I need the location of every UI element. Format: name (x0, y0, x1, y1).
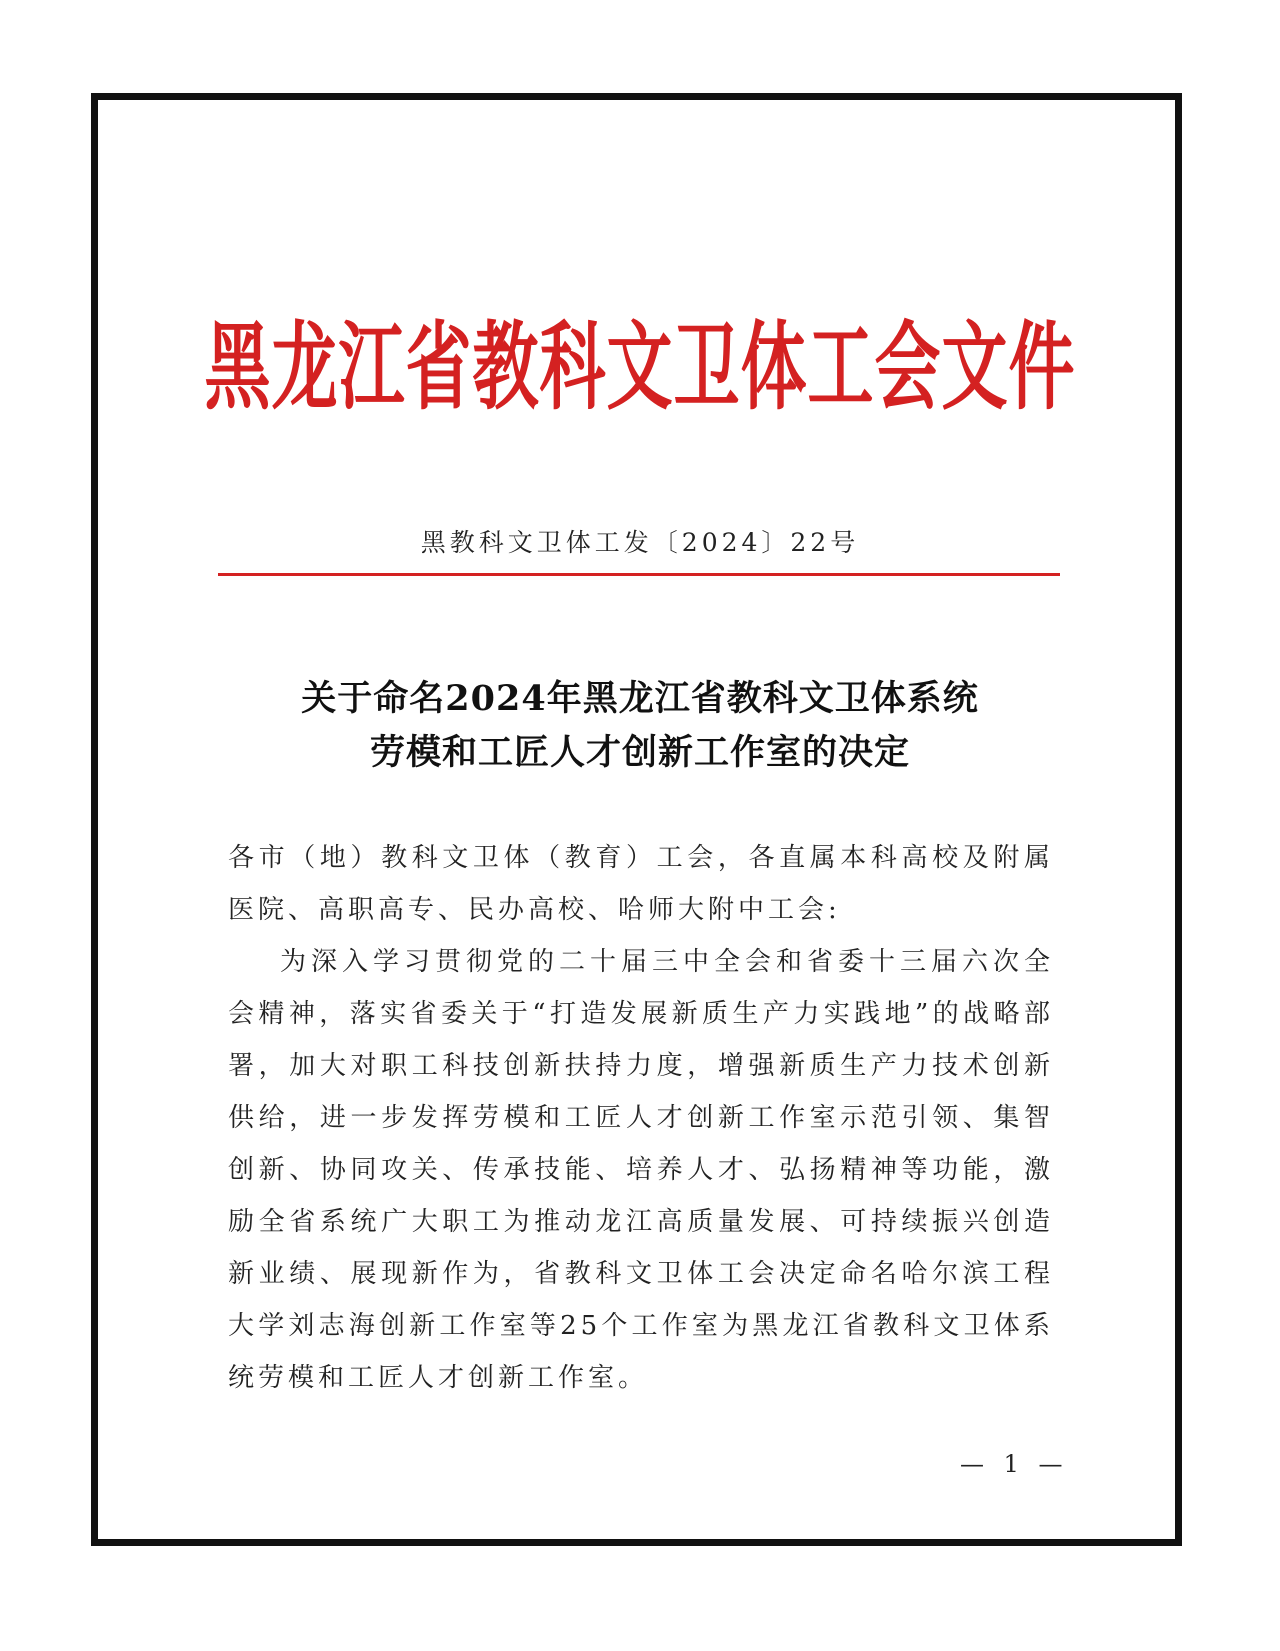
title-line-2: 劳模和工匠人才创新工作室的决定 (369, 732, 910, 773)
title-line-1: 关于命名2024年黑龙江省教科文卫体系统 (301, 678, 979, 719)
red-divider (218, 573, 1060, 576)
document-header: 黑龙江省教科文卫体工会文件 (204, 310, 1076, 424)
document-title (0, 672, 1280, 780)
salutation: 各市（地）教科文卫体（教育）工会，各直属本科高校及附属医院、高职高专、民办高校、哈师大附中工会: (228, 843, 1054, 925)
page-number: — 1 — (960, 1450, 1069, 1478)
body-paragraph: 为深入学习贯彻党的二十届三中全会和省委十三届六次全会精神，落实省委关于“打造发展新质生产力实践地”的战略部署，加大对职工科技创新扶持力度，增强新质生产力技术创新供给，进一步发挥劳模和工匠人才创新工作室示范引领、集智创新、协同攻关、传承技能、培养人才、弘扬精神等功能，激励全省系统广大职工为推动龙江高质量发展、可持续振兴创造新业绩、展现新作为，省教科文卫体工会决定命名哈尔滨工程大学刘志海创新工作室等25个工作室为黑龙江省教科文卫体系统劳模和工匠人才创新工作室。 (228, 947, 1054, 1393)
document-number: 黑教科文卫体工发〔2024〕22号 (420, 528, 860, 557)
document-body (228, 832, 1054, 1404)
